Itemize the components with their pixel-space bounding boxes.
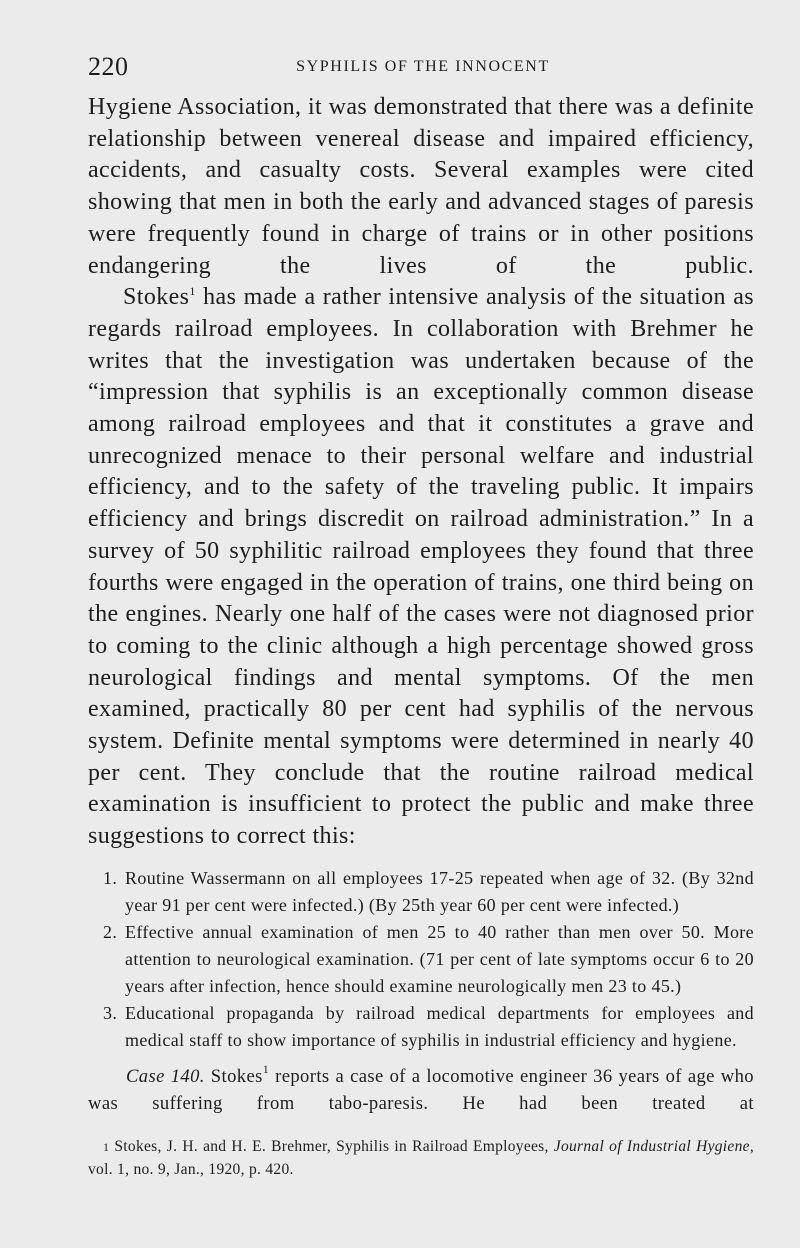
footnote-journal: Journal of Industrial Hygiene,: [553, 1138, 754, 1156]
paragraph-1: Hygiene Association, it was demonstrated that there was a definite relationship between venereal disease and impaired efficiency, accidents, and casualty costs. Several examples were cited showing that men in both the early and advanced stages of paresis were frequently found in charge of trains or in other positions endangering the lives of the public.: [88, 94, 754, 279]
list-item-text: Effective annual examination of men 25 to 40 rather than men over 50. More attention to neurological examination. (71 per cent of late symptoms occur 6 to 20 years after infection, hence should examine neurologically men 23 to 45.): [125, 921, 754, 996]
list-item-text: Educational propaganda by railroad medical departments for employees and medical staff to show importance of syphilis in industrial efficiency and hygiene.: [125, 1002, 754, 1050]
list-item: [88, 919, 754, 1000]
case-label: Case 140.: [126, 1065, 205, 1087]
footnote-rest: vol. 1, no. 9, Jan., 1920, p. 420.: [88, 1160, 294, 1178]
paragraph-2: [88, 282, 754, 853]
list-item-number: 2.: [103, 921, 118, 942]
paragraph-2-text: has made a rather intensive analysis of the situation as regards railroad employees. In collaboration with Brehmer he writes that the investigation was undertaken because of the “impression that syphilis is an exceptionally common disease among railroad employees and that it constitutes a grave and unrecognized menace to their personal welfare and industrial efficiency, and to the safety of the traveling public. It impairs efficiency and brings discredit on railroad administration.” In a survey of 50 syphilitic railroad employees they found that three fourths were engaged in the operation of trains, one third being on the engines. Nearly one half of the cases were not diagnosed prior to coming to the clinic although a high percentage showed gross neurological findings and mental symptoms. Of the men examined, practically 80 per cent had syphilis of the nervous system. Definite mental symptoms were determined in nearly 40 per cent. They conclude that the routine railroad medical examination is insufficient to protect the public and make three suggestions to correct this:: [88, 284, 754, 850]
list-item-number: 1.: [103, 867, 118, 888]
footnote-reference: 1: [262, 1061, 270, 1076]
list-item: [88, 1000, 754, 1054]
footnote: [88, 1136, 754, 1180]
author-name: Stokes: [123, 284, 190, 311]
footnote-mark: 1: [103, 1140, 110, 1155]
footnote-reference: 1: [189, 284, 196, 299]
running-title: SYPHILIS OF THE INNOCENT: [296, 58, 550, 75]
case-text: reports a case of a locomotive engineer 36 years of age who was suffering from tabo-paresis. He had been treated at: [88, 1065, 754, 1115]
page-number: 220: [88, 52, 129, 81]
footnote-text: Stokes, J. H. and H. E. Brehmer, Syphilis in Railroad Employees,: [109, 1138, 554, 1156]
case-paragraph: [88, 1063, 754, 1118]
page-header: [88, 52, 758, 92]
suggestions-list: [88, 865, 754, 1054]
list-item: [88, 865, 754, 919]
list-item-number: 3.: [103, 1002, 118, 1023]
body-text: [88, 92, 754, 1196]
case-author: Stokes: [204, 1065, 263, 1087]
list-item-text: Routine Wassermann on all employees 17-25 repeated when age of 32. (By 32nd year 91 per cent were infected.) (By 25th year 60 per cent were infected.): [125, 867, 754, 915]
